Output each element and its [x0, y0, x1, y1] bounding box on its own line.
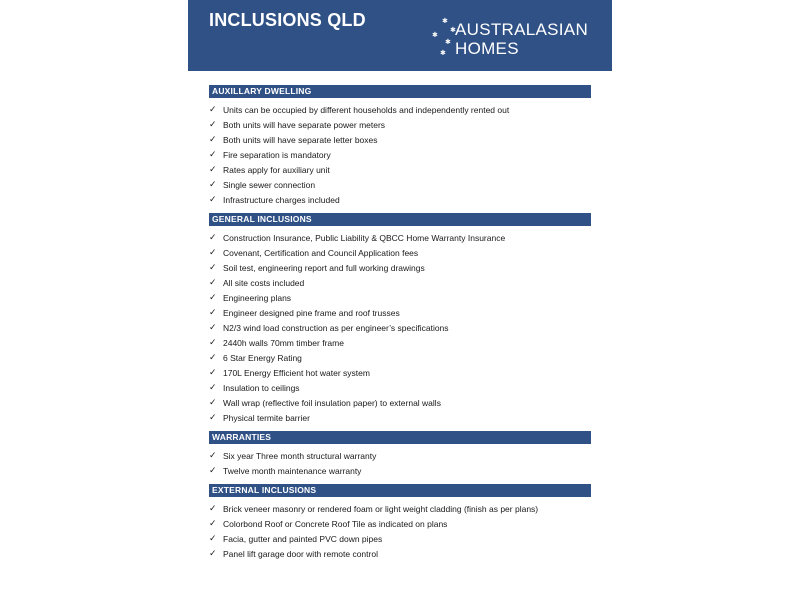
checkmark-icon: ✓ — [209, 308, 217, 318]
inclusion-list — [209, 231, 591, 426]
section-heading: GENERAL INCLUSIONS — [209, 213, 591, 226]
list-item-text: Physical termite barrier — [223, 413, 310, 423]
list-item — [209, 396, 591, 411]
checkmark-icon: ✓ — [209, 293, 217, 303]
inclusion-list — [209, 449, 591, 479]
list-item — [209, 547, 591, 562]
list-item-text: Soil test, engineering report and full working drawings — [223, 263, 425, 273]
list-item — [209, 291, 591, 306]
checkmark-icon: ✓ — [209, 248, 217, 258]
checkmark-icon: ✓ — [209, 466, 217, 476]
list-item-text: 170L Energy Efficient hot water system — [223, 368, 370, 378]
list-item — [209, 517, 591, 532]
list-item-text: N2/3 wind load construction as per engineer’s specifications — [223, 323, 449, 333]
list-item-text: Panel lift garage door with remote control — [223, 549, 378, 559]
inclusion-list — [209, 103, 591, 208]
list-item-text: Wall wrap (reflective foil insulation paper) to external walls — [223, 398, 441, 408]
list-item-text: Both units will have separate power meters — [223, 120, 386, 130]
checkmark-icon: ✓ — [209, 120, 217, 130]
list-item-text: Units can be occupied by different households and independently rented out — [223, 105, 510, 115]
checkmark-icon: ✓ — [209, 278, 217, 288]
checkmark-icon: ✓ — [209, 383, 217, 393]
southern-cross-stars-icon: ✱ ✱ ✱ ✱ ✱ — [432, 18, 456, 57]
list-item — [209, 336, 591, 351]
checkmark-icon: ✓ — [209, 534, 217, 544]
checkmark-icon: ✓ — [209, 165, 217, 175]
header-banner — [188, 0, 612, 71]
list-item-text: Six year Three month structural warranty — [223, 451, 377, 461]
list-item-text: Covenant, Certification and Council Application fees — [223, 248, 419, 258]
list-item-text: Infrastructure charges included — [223, 195, 340, 205]
list-item — [209, 306, 591, 321]
section-heading: EXTERNAL INCLUSIONS — [209, 484, 591, 497]
list-item — [209, 246, 591, 261]
brand-logo — [428, 16, 603, 60]
checkmark-icon: ✓ — [209, 549, 217, 559]
list-item — [209, 464, 591, 479]
list-item — [209, 163, 591, 178]
list-item-text: All site costs included — [223, 278, 305, 288]
list-item-text: Engineer designed pine frame and roof trusses — [223, 308, 400, 318]
list-item — [209, 231, 591, 246]
brand-name-line1: AUSTRALASIAN — [455, 20, 589, 39]
list-item — [209, 532, 591, 547]
checkmark-icon: ✓ — [209, 413, 217, 423]
list-item-text: Single sewer connection — [223, 180, 316, 190]
checkmark-icon: ✓ — [209, 263, 217, 273]
checkmark-icon: ✓ — [209, 135, 217, 145]
list-item-text: Construction Insurance, Public Liability & QBCC Home Warranty Insurance — [223, 233, 506, 243]
list-item-text: Colorbond Roof or Concrete Roof Tile as indicated on plans — [223, 519, 448, 529]
list-item-text: 2440h walls 70mm timber frame — [223, 338, 344, 348]
section-heading: AUXILLARY DWELLING — [209, 85, 591, 98]
list-item — [209, 178, 591, 193]
inclusion-list — [209, 502, 591, 562]
list-item — [209, 502, 591, 517]
checkmark-icon: ✓ — [209, 195, 217, 205]
list-item — [209, 321, 591, 336]
checkmark-icon: ✓ — [209, 368, 217, 378]
checkmark-icon: ✓ — [209, 233, 217, 243]
list-item-text: Both units will have separate letter boxes — [223, 135, 378, 145]
checkmark-icon: ✓ — [209, 338, 217, 348]
checkmark-icon: ✓ — [209, 150, 217, 160]
list-item — [209, 449, 591, 464]
list-item-text: 6 Star Energy Rating — [223, 353, 302, 363]
list-item-text: Engineering plans — [223, 293, 292, 303]
brand-name — [455, 20, 588, 58]
inclusions-content — [209, 85, 591, 567]
list-item — [209, 133, 591, 148]
checkmark-icon: ✓ — [209, 105, 217, 115]
checkmark-icon: ✓ — [209, 451, 217, 461]
page-title: INCLUSIONS QLD — [209, 10, 366, 30]
list-item-text: Insulation to ceilings — [223, 383, 300, 393]
checkmark-icon: ✓ — [209, 519, 217, 529]
list-item-text: Fire separation is mandatory — [223, 150, 331, 160]
list-item — [209, 193, 591, 208]
checkmark-icon: ✓ — [209, 323, 217, 333]
list-item — [209, 118, 591, 133]
section-heading: WARRANTIES — [209, 431, 591, 444]
list-item-text: Twelve month maintenance warranty — [223, 466, 362, 476]
document-page — [188, 0, 612, 600]
brand-name-line2: HOMES — [455, 39, 519, 58]
checkmark-icon: ✓ — [209, 353, 217, 363]
list-item — [209, 351, 591, 366]
list-item — [209, 381, 591, 396]
list-item — [209, 148, 591, 163]
checkmark-icon: ✓ — [209, 180, 217, 190]
list-item — [209, 411, 591, 426]
list-item-text: Rates apply for auxiliary unit — [223, 165, 330, 175]
list-item-text: Facia, gutter and painted PVC down pipes — [223, 534, 383, 544]
list-item-text: Brick veneer masonry or rendered foam or light weight cladding (finish as per plans) — [223, 504, 539, 514]
checkmark-icon: ✓ — [209, 398, 217, 408]
list-item — [209, 366, 591, 381]
checkmark-icon: ✓ — [209, 504, 217, 514]
list-item — [209, 261, 591, 276]
list-item — [209, 103, 591, 118]
list-item — [209, 276, 591, 291]
